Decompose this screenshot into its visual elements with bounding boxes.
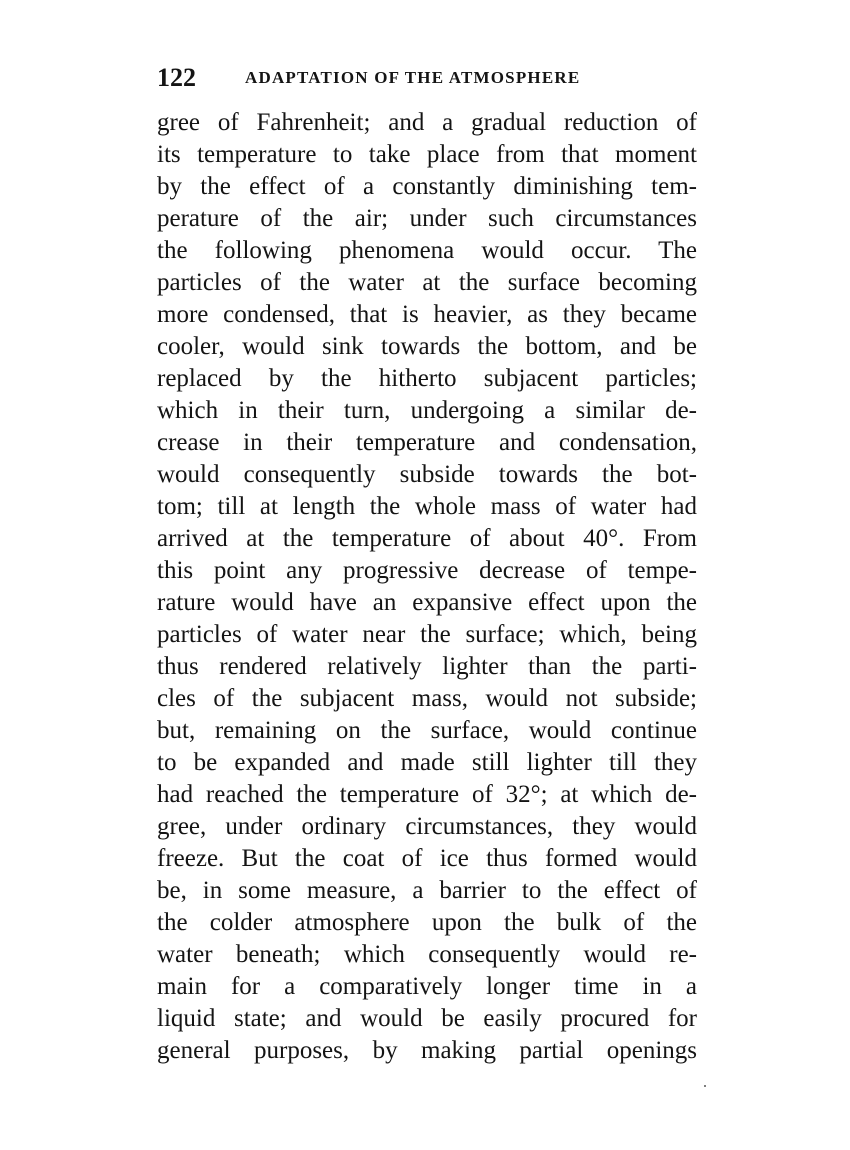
text-line: which in their turn, undergoing a similar de- xyxy=(157,397,697,424)
text-line: more condensed, that is heavier, as they became xyxy=(157,301,697,328)
text-line: gree, under ordinary circumstances, they would xyxy=(157,813,697,840)
text-line: main for a comparatively longer time in a xyxy=(157,973,697,1000)
text-line: water beneath; which consequently would re- xyxy=(157,941,697,968)
text-line: to be expanded and made still lighter till they xyxy=(157,749,697,776)
running-title: ADAPTATION OF THE ATMOSPHERE xyxy=(245,68,581,87)
text-line: would consequently subside towards the bot- xyxy=(157,461,697,488)
text-line: this point any progressive decrease of tempe- xyxy=(157,557,697,584)
text-line: but, remaining on the surface, would continue xyxy=(157,717,697,744)
text-line: particles of water near the surface; which, being xyxy=(157,621,697,648)
text-line: general purposes, by making partial openings xyxy=(157,1037,697,1064)
text-line: had reached the temperature of 32°; at which de- xyxy=(157,781,697,808)
text-line: be, in some measure, a barrier to the effect of xyxy=(157,877,697,904)
text-line: the following phenomena would occur. The xyxy=(157,237,697,264)
text-line: particles of the water at the surface becoming xyxy=(157,269,697,296)
text-line: gree of Fahrenheit; and a gradual reduction of xyxy=(157,109,697,136)
text-line: its temperature to take place from that moment xyxy=(157,141,697,168)
text-line: perature of the air; under such circumstances xyxy=(157,205,697,232)
text-line: freeze. But the coat of ice thus formed would xyxy=(157,845,697,872)
page-number: 122 xyxy=(157,63,196,92)
text-line: the colder atmosphere upon the bulk of the xyxy=(157,909,697,936)
text-line: crease in their temperature and condensation, xyxy=(157,429,697,456)
text-line: by the effect of a constantly diminishing tem- xyxy=(157,173,697,200)
text-line: replaced by the hitherto subjacent particles; xyxy=(157,365,697,392)
body-text xyxy=(157,107,697,1067)
running-head xyxy=(157,62,702,94)
print-speck xyxy=(704,1085,706,1087)
text-line: thus rendered relatively lighter than the parti- xyxy=(157,653,697,680)
text-line: cooler, would sink towards the bottom, and be xyxy=(157,333,697,360)
text-line: arrived at the temperature of about 40°. From xyxy=(157,525,697,552)
text-line: cles of the subjacent mass, would not subside; xyxy=(157,685,697,712)
text-line: liquid state; and would be easily procured for xyxy=(157,1005,697,1032)
text-line: tom; till at length the whole mass of water had xyxy=(157,493,697,520)
text-line: rature would have an expansive effect upon the xyxy=(157,589,697,616)
